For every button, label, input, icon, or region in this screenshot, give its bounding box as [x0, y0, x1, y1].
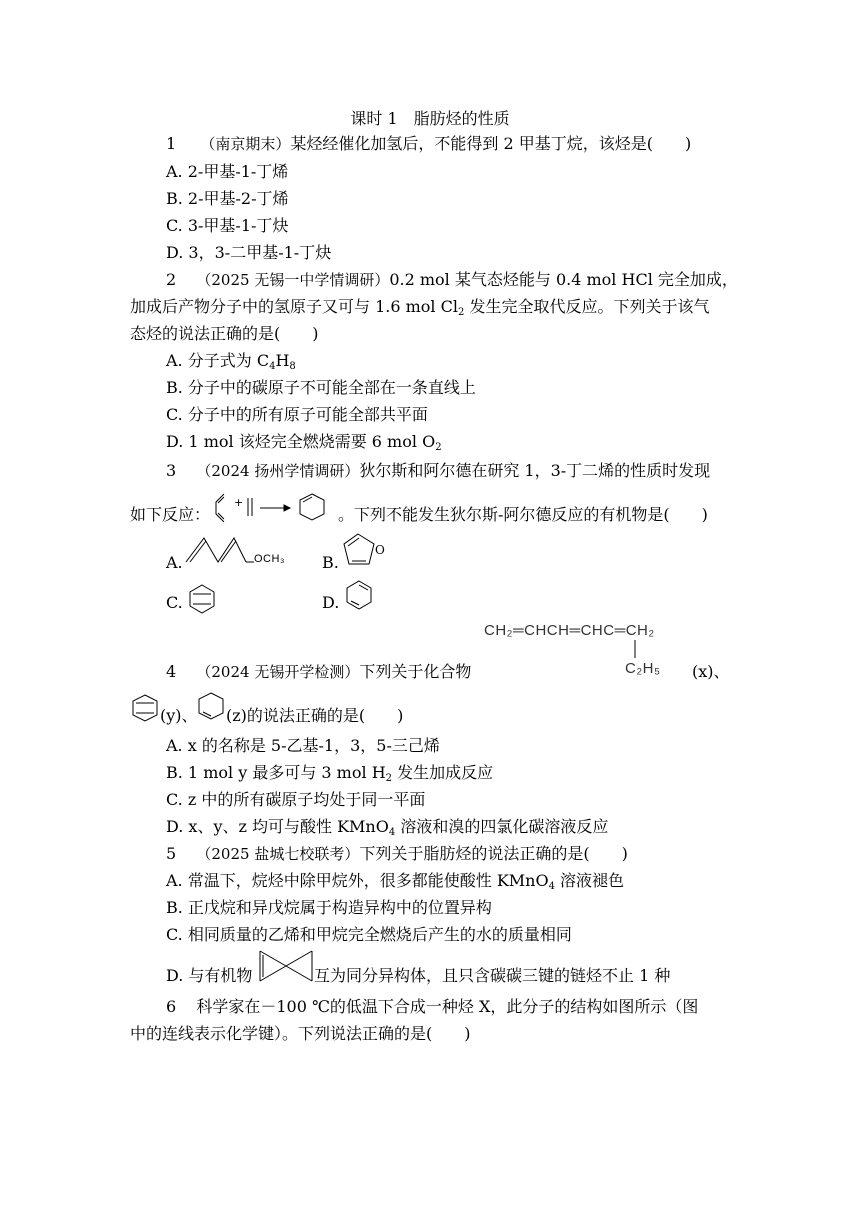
question-text: 下列关于脂肪烃的说法正确的是( ) [359, 844, 628, 863]
subscript: 2 [385, 773, 393, 784]
question-2-line-2 [130, 297, 709, 317]
cyclohexadiene-isomer-structure-icon [343, 579, 375, 611]
compound-z-structure-icon [196, 691, 226, 721]
question-text: 科学家在－100 ℃的低温下合成一种烃 X，此分子的结构如图所示（图 [196, 997, 699, 1016]
q1-option-c: C. 3-甲基-1-丁炔 [166, 216, 289, 235]
question-5-stem [166, 844, 628, 864]
question-2-stem [166, 270, 738, 290]
q4-option-b [166, 763, 493, 783]
q5-option-c: C. 相同质量的乙烯和甲烷完全燃烧后产生的水的质量相同 [166, 925, 572, 944]
question-text: 0.2 mol 某气态烃能与 0.4 mol HCl 完全加成， [389, 270, 738, 289]
text-run: 发生加成反应 [392, 763, 494, 782]
q3-option-b: B. [322, 553, 339, 572]
methoxy-group-label: OCH₃ [254, 553, 285, 565]
question-3-line-2b: 。下列不能发生狄尔斯-阿尔德反应的有机物是( ) [338, 505, 708, 524]
question-source: （2024 扬州学情调研） [196, 462, 360, 480]
svg-text:+: + [234, 496, 244, 509]
q1-option-b: B. 2-甲基-2-丁烯 [166, 189, 289, 208]
question-source: （2025 盐城七校联考） [196, 845, 360, 863]
question-number: 6 [166, 997, 177, 1016]
question-number: 2 [166, 270, 177, 289]
question-3-stem [166, 461, 710, 481]
question-source: （南京期末） [200, 135, 291, 153]
text-run: D. 1 mol 该烃完全燃烧需要 6 mol O [166, 432, 436, 451]
question-number: 4 [166, 662, 177, 681]
compound-x-label: (x)、 [692, 662, 730, 681]
furan-oxygen-label: O [375, 543, 385, 557]
question-2-line-3: 态烃的说法正确的是( ) [130, 324, 319, 343]
q4-option-d [166, 817, 608, 837]
question-text: 狄尔斯和阿尔德在研究 1，3-丁二烯的性质时发现 [359, 461, 711, 480]
q2-option-a [166, 351, 296, 371]
compound-y-structure-icon [130, 693, 160, 723]
text-run: B. 1 mol y 最多可与 3 mol H [166, 763, 386, 782]
text-run: 溶液褪色 [554, 871, 625, 890]
question-text: 某烃经催化加氢后，不能得到 2 甲基丁烷，该烃是( ) [290, 134, 692, 153]
q2-option-b: B. 分子中的碳原子不可能全部在一条直线上 [166, 378, 476, 397]
bowtie-hydrocarbon-structure-icon [258, 947, 314, 985]
question-source: （2025 无锡一中学情调研） [196, 271, 390, 289]
q2-option-d [166, 432, 442, 452]
cyclohexadiene-structure-icon [186, 583, 218, 615]
q2-option-c: C. 分子中的所有原子可能全部共平面 [166, 405, 428, 424]
subscript: 4 [388, 827, 396, 838]
text-run: A. 常温下，烷烃中除甲烷外，很多都能使酸性 KMnO [166, 871, 549, 890]
methoxy-diene-structure-icon [184, 532, 264, 566]
q4-option-c: C. z 中的所有碳原子均处于同一平面 [166, 790, 426, 809]
question-6-stem [166, 997, 698, 1017]
text-run: 加成后产物分子中的氢原子又可与 1.6 mol Cl [130, 297, 458, 316]
q1-option-d: D. 3，3-二甲基-1-丁炔 [166, 243, 332, 262]
question-3-line-2a: 如下反应： [130, 505, 211, 524]
question-number: 3 [166, 461, 177, 480]
q3-option-d: D. [322, 593, 340, 612]
compound-y-label: (y)、 [160, 706, 198, 725]
subscript: 4 [269, 361, 276, 372]
diels-alder-reaction-icon [212, 488, 342, 526]
text-run: D. x、y、z 均可与酸性 KMnO [166, 817, 389, 836]
branch-bond-icon [630, 640, 640, 660]
subscript: 4 [548, 881, 555, 892]
page-title: 课时 1 脂肪烃的性质 [350, 109, 510, 128]
question-number: 1 [166, 134, 177, 153]
question-1-stem [166, 134, 691, 154]
text-run: 溶液和溴的四氯化碳溶液反应 [395, 817, 609, 836]
q5-option-a [166, 871, 624, 891]
question-text: 下列关于化合物 [359, 662, 472, 681]
question-number: 5 [166, 844, 177, 863]
question-4-stem [166, 662, 471, 682]
compound-x-branch: C₂H₅ [625, 660, 661, 677]
subscript: 8 [289, 361, 296, 372]
subscript: 2 [435, 442, 442, 453]
q5-option-d-post: 互为同分异构体，且只含碳碳三键的链烃不止 1 种 [314, 966, 671, 985]
compound-x-formula: CH₂═CHCH═CHC═CH₂ [484, 622, 655, 639]
text-run: A. 分子式为 C [166, 351, 270, 370]
text-run: 发生完全取代反应。下列关于该气 [464, 297, 710, 316]
question-source: （2024 无锡开学检测） [196, 663, 360, 681]
q5-option-b: B. 正戊烷和异戊烷属于构造异构中的位置异构 [166, 898, 492, 917]
text-run: H [275, 351, 290, 370]
question-6-line-2: 中的连线表示化学键）。下列说法正确的是( ) [130, 1024, 471, 1043]
q3-option-a: A. [166, 553, 183, 572]
q1-option-a: A. 2-甲基-1-丁烯 [166, 162, 289, 181]
q4-option-a: A. x 的名称是 5-乙基-1，3，5-三己烯 [166, 736, 440, 755]
q3-option-c: C. [166, 593, 183, 612]
q5-option-d-pre: D. 与有机物 [166, 966, 253, 985]
subscript: 2 [458, 307, 465, 318]
compound-z-label: (z)的说法正确的是( ) [226, 706, 404, 725]
